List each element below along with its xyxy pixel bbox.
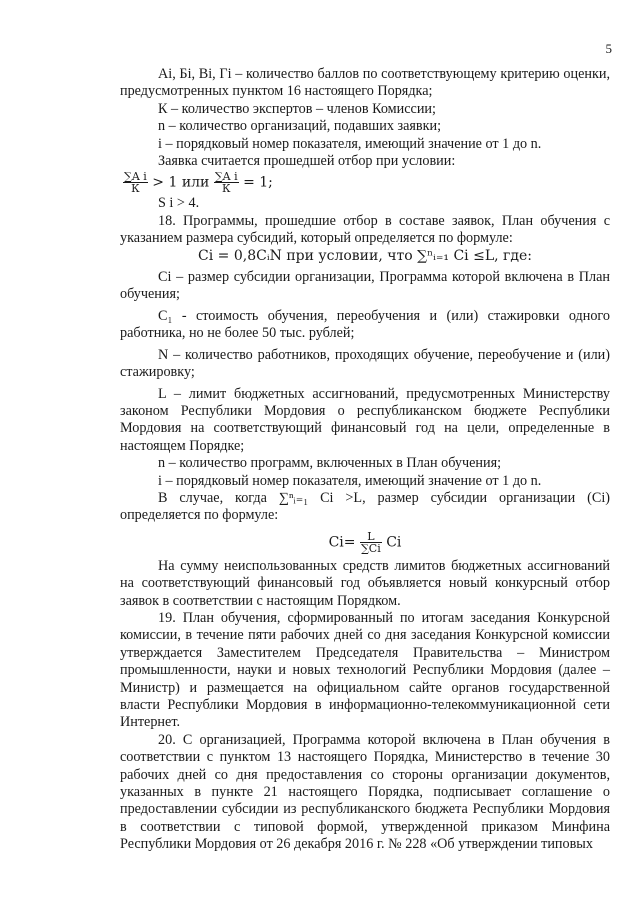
formula-rhs: Ci — [386, 534, 402, 551]
fraction-sum-a-over-k-2 — [214, 171, 239, 194]
paragraph-20: 20. С организацией, Программа которой включена в План обучения в соответствии с пунктом 13 настоящего Порядка, Министерство в течение 30 рабочих дней со дня предоставления со стороны организации документов, указанных в пункте 21 настоящего Порядка, подписывает соглашение о предоставлении субсидии из республиканского бюджета Республики Мордовия в соответствии с типовой формой, утвержденной приказом Минфина Республики Мордовия от 26 декабря 2016 г. № 228 «Об утверждении типовых — [120, 731, 610, 853]
formula-ci-adjusted — [120, 531, 610, 554]
condition-si: S i > 4. — [158, 195, 200, 212]
paragraph-19: 19. План обучения, сформированный по итогам заседания Конкурсной комиссии, в течение пяти рабочих дней со дня заседания Конкурсной комиссии утверждается Заместителем Председателя Правительства – Министром промышленности, науки и новых технологий Республики Мордовия (далее – Министр) и размещается на официальном сайте органов государственной власти Республики Мордовия в информационно-телекоммуникационной сети Интернет. — [120, 609, 610, 731]
definition-k: К – количество экспертов – членов Комиссии; — [158, 100, 436, 117]
definition-ci: Ci – размер субсидии организации, Программа которой включена в План обучения; — [120, 269, 610, 303]
fraction-numerator: ∑A i — [214, 170, 238, 184]
definition-N: N – количество работников, проходящих обучение, переобучение и (или) стажировку; — [120, 346, 610, 381]
fraction-denominator: ∑Ci — [360, 541, 381, 555]
definition-L: L – лимит бюджетных ассигнований, предусмотренных Министерству законом Республики Мордовия о республиканском бюджете Республики Мордовия на соответствующий финансовый год на цели, определенные в настоящем Порядке; — [120, 385, 610, 454]
or-word: или — [181, 174, 210, 191]
formula-ci: Ci = 0,8CᵢN при условии, что ∑ⁿᵢ₌₁ Ci ≤L, где: — [198, 247, 532, 264]
page-number: 5 — [605, 41, 612, 56]
definition-i-index: i – порядковый номер показателя, имеющий значение от 1 до n. — [158, 472, 542, 489]
definition-n: n – количество организаций, подавших заявки; — [158, 118, 442, 135]
paragraph-18: 18. Программы, прошедшие отбор в составе заявок, План обучения с указанием размера субсидий, который определяется по формуле: — [120, 212, 610, 247]
gt-one: > 1 — [152, 174, 178, 191]
fraction-sum-a-over-k — [123, 171, 148, 194]
fraction-denominator: К — [131, 182, 140, 196]
case-sum-exceeds-limit: В случае, когда ∑ⁿᵢ₌₁ Ci >L, размер субсидии организации (Ci) определяется по формуле: — [120, 489, 610, 524]
selection-condition: Заявка считается прошедшей отбор при условии: — [158, 153, 456, 170]
page-content — [120, 66, 610, 854]
condition-formula — [120, 171, 610, 194]
paragraph-unused-funds: На сумму неиспользованных средств лимитов бюджетных ассигнований на соответствующий финансовый год объявляется новый конкурсный отбор заявок в соответствии с настоящим Порядком. — [120, 557, 610, 609]
definition-c1: C₁ - стоимость обучения, переобучения и (или) стажировки одного работника, но не более 50 тыс. рублей; — [120, 307, 610, 342]
formula-lhs: Ci= — [328, 534, 356, 551]
definition-a: Ai, Бi, Вi, Гi – количество баллов по соответствующему критерию оценки, предусмотренных пунктом 16 настоящего Порядка; — [120, 66, 610, 100]
definition-n-programs: n – количество программ, включенных в План обучения; — [158, 455, 502, 472]
eq-one: = 1; — [243, 174, 273, 191]
fraction-denominator: К — [221, 182, 231, 196]
fraction-numerator: ∑A i — [124, 170, 147, 184]
fraction-numerator: L — [360, 531, 382, 543]
fraction-l-over-sum-ci — [360, 531, 382, 554]
definition-i: i – порядковый номер показателя, имеющий значение от 1 до n. — [158, 135, 542, 152]
